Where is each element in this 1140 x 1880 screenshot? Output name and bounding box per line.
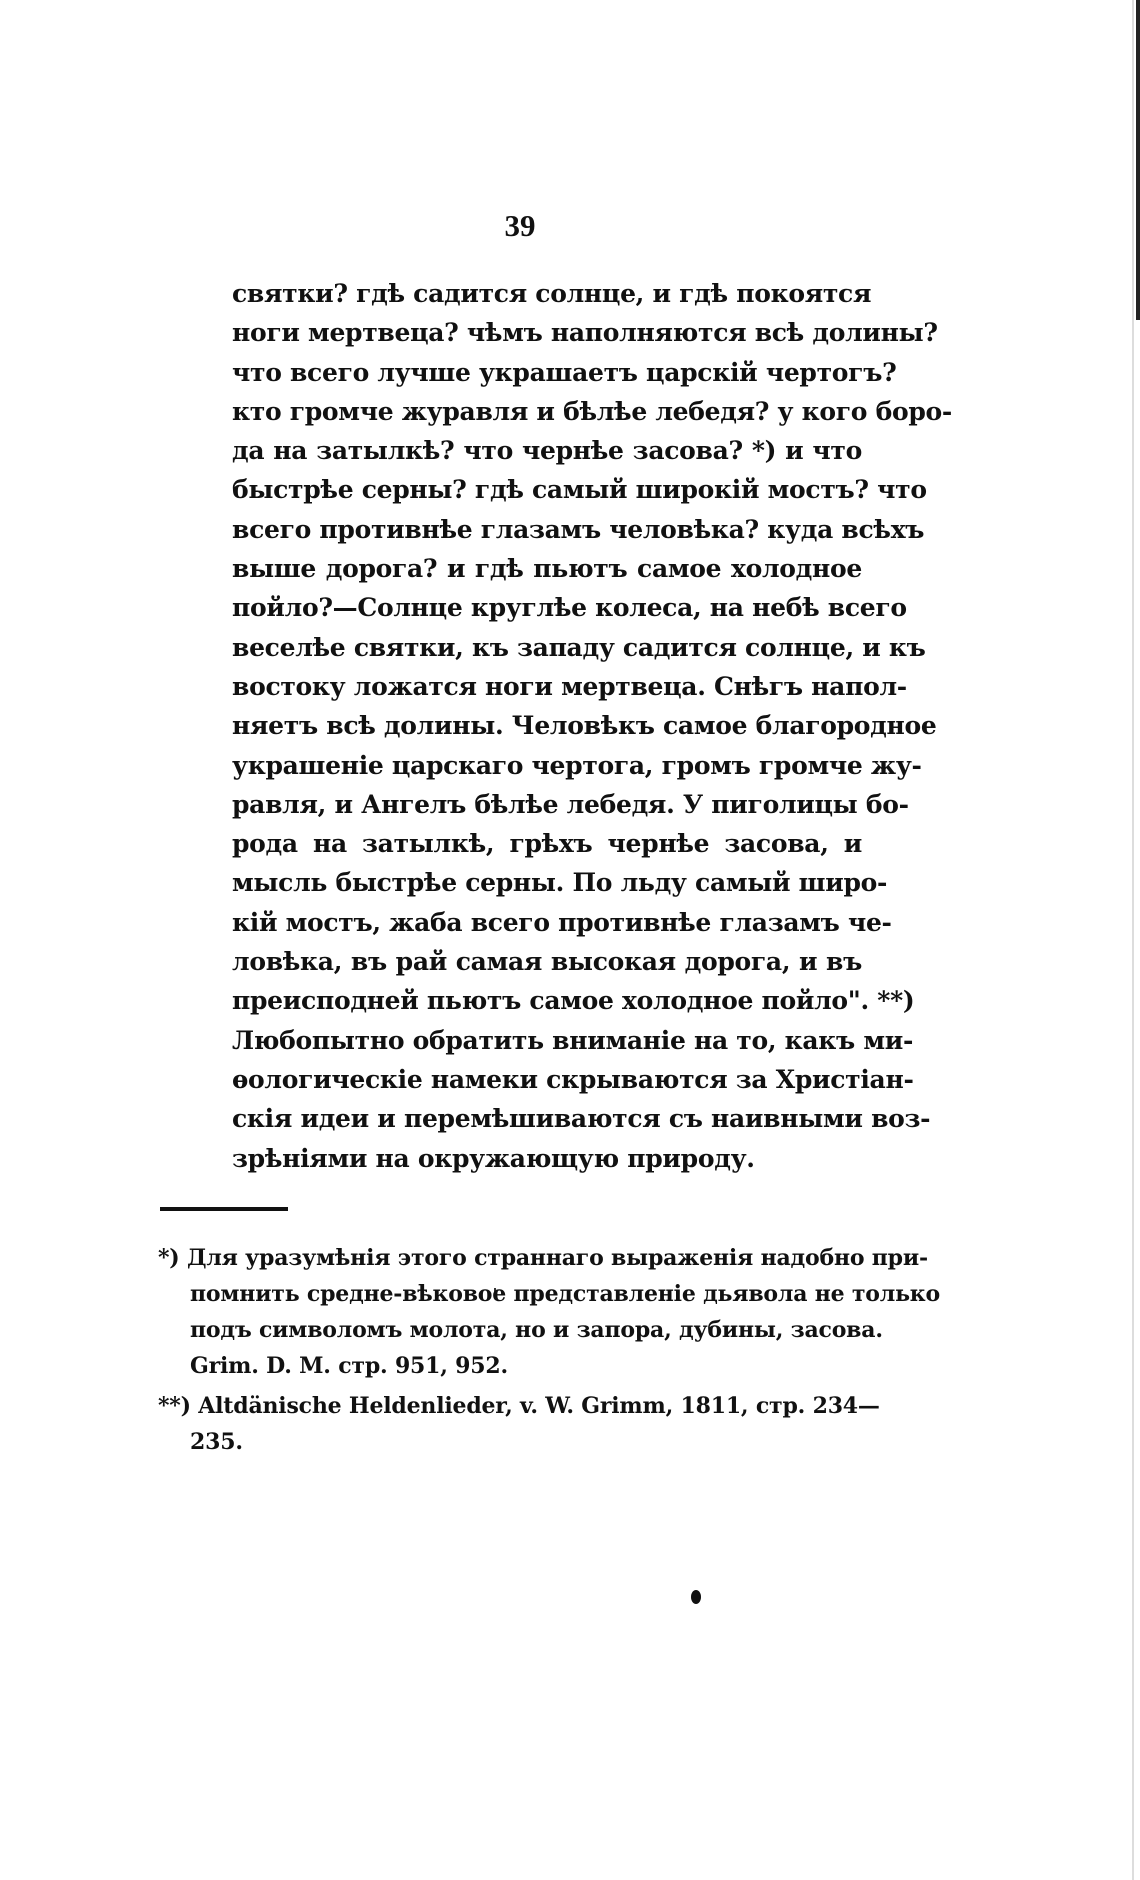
body-line: ноги мертвеца? чѣмъ наполняются всѣ долины? (232, 318, 938, 348)
footnote-line: **) Altdänische Heldenlieder, v. W. Grimm, 1811, стр. 234— (158, 1393, 880, 1419)
footnote-line: Grim. D. M. стр. 951, 952. (190, 1353, 508, 1379)
page-edge-shadow (1132, 0, 1134, 1880)
body-text (232, 274, 952, 1178)
footnote-2 (158, 1388, 880, 1460)
body-line: преисподней пьютъ самое холодное пойло". **) (232, 986, 915, 1016)
body-line: скія идеи и перемѣшиваются съ наивными воз- (232, 1104, 931, 1134)
body-line: зрѣніями на окружающую природу. (232, 1143, 755, 1173)
body-line: ловѣка, въ рай самая высокая дорога, и въ (232, 947, 862, 977)
footnote-line: *) Для уразумѣнія этого страннаго выраженія надобно при- (158, 1245, 928, 1271)
body-line: ѳологическіе намеки скрываются за Христіан- (232, 1064, 914, 1094)
body-line: равля, и Ангелъ бѣлѣе лебедя. У пиголицы бо- (232, 789, 909, 819)
body-line: Любопытно обратить вниманіе на то, какъ ми- (232, 1025, 914, 1055)
page-edge-mark (1136, 0, 1140, 320)
body-line: быстрѣе серны? гдѣ самый широкій мостъ? что (232, 475, 927, 505)
body-line: востоку ложатся ноги мертвеца. Снѣгъ напол- (232, 671, 907, 701)
body-line: кій мостъ, жаба всего противнѣе глазамъ че- (232, 907, 892, 937)
footnote-line: помнить средне-вѣковое представленіе дьявола не только (190, 1281, 940, 1307)
footnotes (158, 1240, 940, 1460)
footnote-line: подъ символомъ молота, но и запора, дубины, засова. (190, 1317, 883, 1343)
body-line: святки? гдѣ садится солнце, и гдѣ покоятся (232, 279, 872, 308)
body-line: всего противнѣе глазамъ человѣка? куда всѣхъ (232, 514, 925, 544)
body-line: что всего лучше украшаетъ царскій чертогъ? (232, 357, 897, 387)
footnote-1 (158, 1240, 940, 1384)
body-line: веселѣе святки, къ западу садится солнце, и къ (232, 632, 926, 662)
body-line: выше дорога? и гдѣ пьютъ самое холодное (232, 554, 862, 584)
body-line: да на затылкѣ? что чернѣе засова? *) и что (232, 436, 862, 466)
body-line: рода на затылкѣ, грѣхъ чернѣе засова, и (232, 829, 862, 859)
footnote-line: 235. (190, 1429, 243, 1455)
body-line: няетъ всѣ долины. Человѣкъ самое благородное (232, 711, 937, 741)
page-number: 39 (504, 208, 536, 243)
body-line: украшеніе царскаго чертога, громъ громче жу- (232, 750, 922, 780)
body-line: мысль быстрѣе серны. По льду самый широ- (232, 868, 888, 898)
ink-dot (691, 1590, 701, 1604)
footnote-separator (160, 1207, 288, 1211)
body-line: пойло?—Солнце круглѣе колеса, на небѣ всего (232, 593, 907, 623)
body-line: кто громче журавля и бѣлѣе лебедя? у кого боро- (232, 396, 952, 426)
